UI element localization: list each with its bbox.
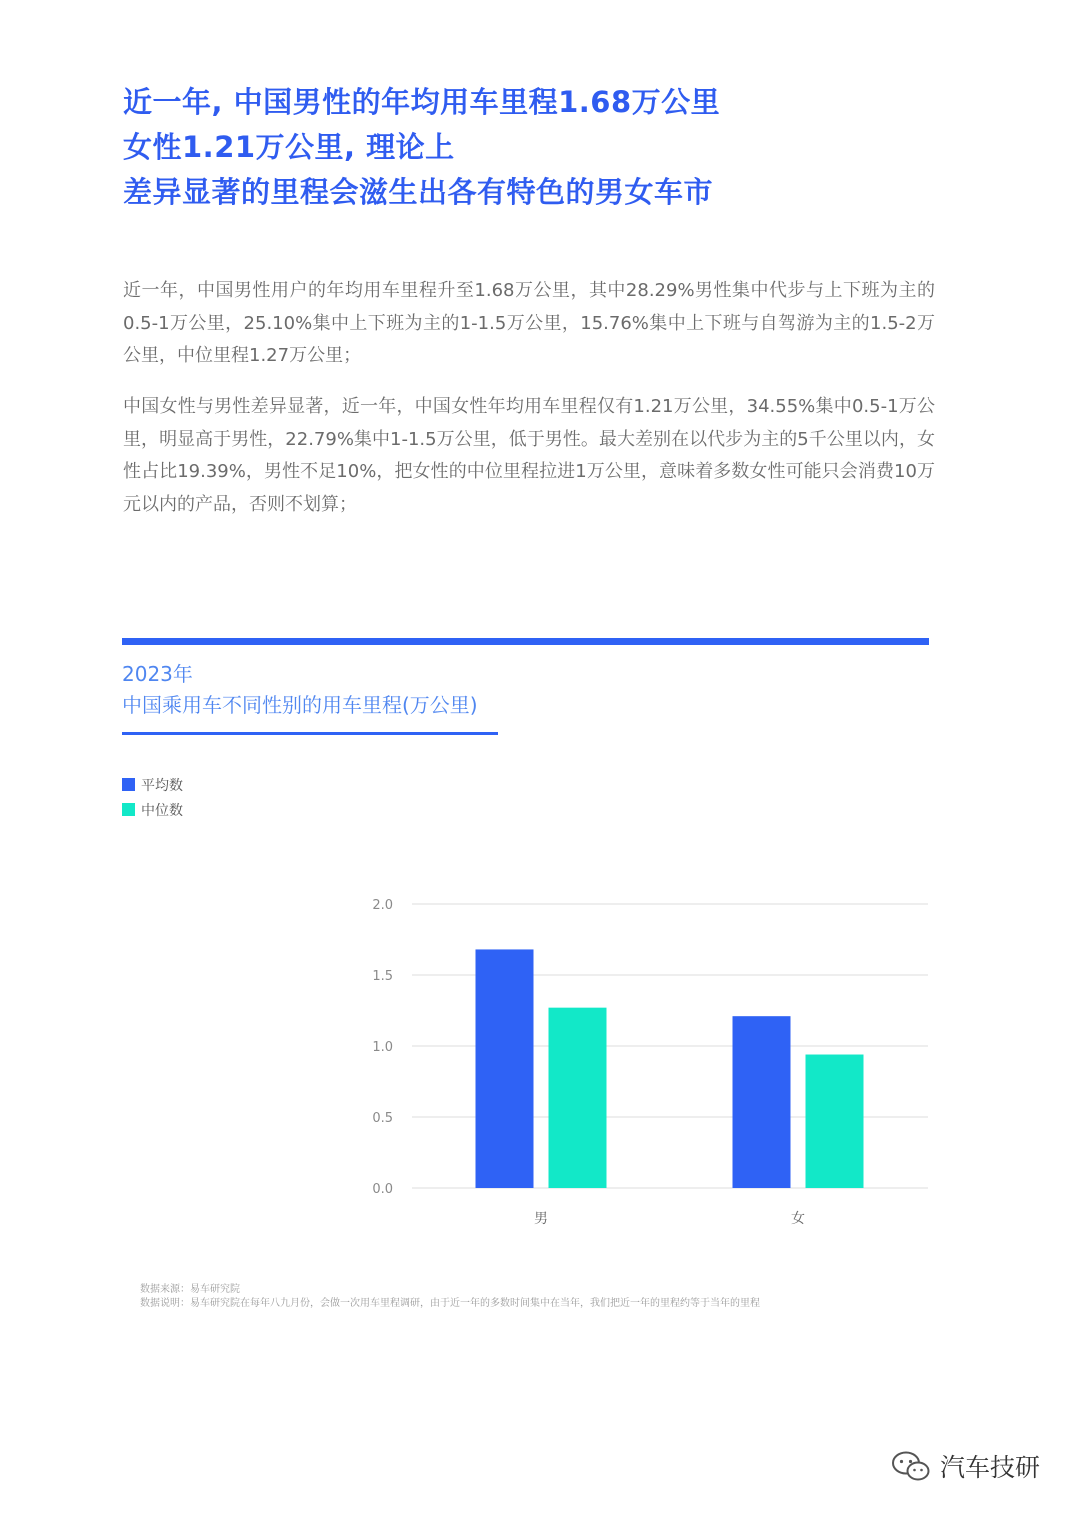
x-tick-label: 男 [534, 1211, 548, 1227]
y-tick-label: 0.0 [372, 1182, 393, 1197]
legend-label-mean: 平均数 [141, 777, 183, 794]
paragraph-female: 中国女性与男性差异显著，近一年，中国女性年均用车里程仅有1.21万公里，34.55%集中0.5-1万公里，明显高于男性，22.79%集中1-1.5万公里，低于男性。最大差别在以代步为主的5千公里以内，女性占比19.39%，男性不足10%，把女性的中位里程拉进1万公里，意味着多数女性可能只会消费10万元以内的产品，否则不划算； [123, 396, 935, 515]
watermark [890, 1448, 1040, 1484]
headline-line-1: 近一年, 中国男性的年均用车里程1.68万公里 [123, 85, 721, 119]
data-explanation-note: 数据说明：易车研究院在每年八九月份，会做一次用车里程调研，由于近一年的多数时间集中在当年，我们把近一年的里程约等于当年的里程 [140, 1298, 760, 1309]
bar-median-1 [806, 1055, 864, 1188]
headline-line-3: 差异显著的里程会滋生出各有特色的男女车市 [123, 175, 714, 209]
bar-mean-0 [476, 949, 534, 1188]
chart-year: 2023年 [122, 662, 193, 686]
chart-notes [140, 1283, 760, 1311]
bar-mean-1 [733, 1016, 791, 1188]
y-tick-label: 0.5 [372, 1111, 393, 1126]
legend-label-median: 中位数 [141, 802, 183, 819]
y-tick-label: 1.5 [372, 969, 393, 984]
wechat-icon [890, 1449, 932, 1483]
chart-title: 中国乘用车不同性别的用车里程(万公里) [122, 693, 478, 717]
watermark-text: 汽车技研 [940, 1453, 1041, 1482]
bar-median-0 [549, 1008, 607, 1188]
data-source-note: 数据来源：易车研究院 [140, 1284, 240, 1295]
y-tick-label: 2.0 [372, 898, 393, 913]
headline-line-2: 女性1.21万公里, 理论上 [123, 130, 455, 164]
x-tick-label: 女 [791, 1211, 805, 1227]
y-tick-label: 1.0 [372, 1040, 393, 1055]
paragraph-male: 近一年，中国男性用户的年均用车里程升至1.68万公里，其中28.29%男性集中代步与上下班为主的0.5-1万公里，25.10%集中上下班为主的1-1.5万公里，15.76%集中上下班与自驾游为主的1.5-2万公里，中位里程1.27万公里； [123, 280, 935, 366]
